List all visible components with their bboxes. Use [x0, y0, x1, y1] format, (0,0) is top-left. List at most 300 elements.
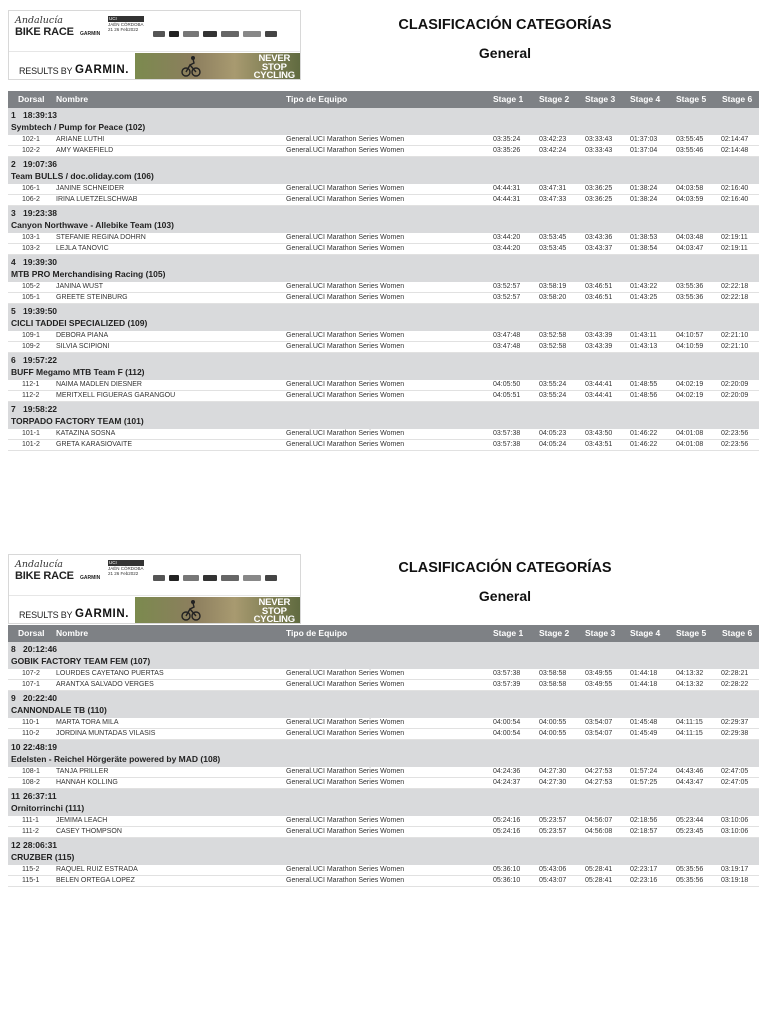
cyclist-photo [135, 597, 301, 624]
rider-name-cell: TANJA PRILLER [56, 768, 109, 775]
slogan-line: STOP [261, 61, 287, 73]
stage-3-time-cell: 04:27:53 [585, 779, 613, 786]
team-group-row [8, 353, 759, 380]
column-header-dorsal: Dorsal [18, 94, 45, 104]
rider-name-cell: ARANTXA SALVADO VERGES [56, 681, 154, 688]
results-table [8, 91, 759, 451]
sponsor-logos [153, 31, 277, 37]
stage-6-time-cell: 02:23:56 [721, 430, 749, 437]
team-group-row [8, 157, 759, 184]
stage-6-time-cell: 02:16:40 [721, 185, 749, 192]
stage-4-time-cell: 01:43:11 [630, 332, 657, 339]
stage-4-time-cell: 01:45:49 [630, 730, 658, 737]
stage-2-time-cell: 03:58:58 [539, 670, 567, 677]
stage-3-time-cell: 03:43:39 [585, 332, 613, 339]
column-header-stage-5: Stage 5 [676, 94, 707, 104]
stage-3-time-cell: 03:43:37 [585, 245, 613, 252]
stage-5-time-cell: 05:35:56 [676, 877, 704, 884]
team-total-time: 19:58:22 [23, 404, 58, 414]
never-stop-cycling-slogan [254, 599, 295, 624]
table-row [8, 282, 759, 293]
stage-5-time-cell: 04:03:48 [676, 234, 704, 241]
dorsal-cell: 105-1 [22, 294, 40, 301]
stage-4-time-cell: 01:48:55 [630, 381, 658, 388]
rider-name-cell: BELEN ORTEGA LOPEZ [56, 877, 135, 884]
dorsal-cell: 109-1 [22, 332, 40, 339]
team-type-cell: General.UCI Marathon Series Women [286, 430, 405, 437]
cyclist-icon [181, 599, 201, 621]
table-row [8, 195, 759, 206]
team-type-cell: General.UCI Marathon Series Women [286, 294, 405, 301]
dorsal-cell: 102-1 [22, 136, 40, 143]
sponsor-logo [153, 31, 165, 37]
team-type-cell: General.UCI Marathon Series Women [286, 185, 405, 192]
stage-2-time-cell: 03:53:45 [539, 234, 567, 241]
stage-1-time-cell: 04:05:51 [493, 392, 521, 399]
garmin-small-logo: GARMIN [80, 31, 101, 37]
dorsal-cell: 103-2 [22, 245, 40, 252]
andalucia-bike-race-logo [15, 15, 75, 45]
dorsal-cell: 111-2 [22, 828, 39, 835]
stage-1-time-cell: 04:24:36 [493, 768, 521, 775]
dorsal-cell: 101-1 [22, 430, 40, 437]
stage-1-time-cell: 03:44:20 [493, 234, 521, 241]
table-row [8, 778, 759, 789]
dorsal-cell: 110-1 [22, 719, 40, 726]
rider-name-cell: GRETA KARASIOVAITE [56, 441, 132, 448]
stage-2-time-cell: 03:58:19 [539, 283, 567, 290]
garmin-logo: GARMIN. [75, 64, 130, 76]
stage-1-time-cell: 04:05:50 [493, 381, 521, 388]
stage-4-time-cell: 01:57:25 [630, 779, 658, 786]
event-cities: JAÉN CÓRDOBA [108, 22, 144, 27]
stage-2-time-cell: 03:53:45 [539, 245, 567, 252]
team-group-row [8, 789, 759, 816]
stage-4-time-cell: 01:38:54 [630, 245, 658, 252]
logo-title-text: BIKE RACE [15, 570, 74, 582]
table-row [8, 429, 759, 440]
team-group-row [8, 304, 759, 331]
team-type-cell: General.UCI Marathon Series Women [286, 719, 405, 726]
team-group-row [8, 838, 759, 865]
stage-6-time-cell: 02:14:47 [721, 136, 749, 143]
team-type-cell: General.UCI Marathon Series Women [286, 147, 405, 154]
team-group-row [8, 255, 759, 282]
rider-name-cell: MARTA TORA MILA [56, 719, 119, 726]
team-group-row [8, 691, 759, 718]
rider-name-cell: JANINA WUST [56, 283, 104, 290]
sponsor-logo [169, 575, 179, 581]
team-type-cell: General.UCI Marathon Series Women [286, 779, 405, 786]
stage-5-time-cell: 05:23:45 [676, 828, 704, 835]
stage-3-time-cell: 03:43:36 [585, 234, 613, 241]
stage-3-time-cell: 03:43:39 [585, 343, 613, 350]
sponsor-logo [153, 575, 165, 581]
rider-name-cell: AMY WAKEFIELD [56, 147, 114, 154]
column-header-stage-5: Stage 5 [676, 628, 707, 638]
team-name: CANNONDALE TB (110) [11, 705, 107, 715]
garmin-small-logo: GARMIN [80, 575, 101, 581]
sponsor-logo [265, 31, 277, 37]
table-row [8, 331, 759, 342]
event-cities: JAÉN CÓRDOBA [108, 566, 144, 571]
stage-1-time-cell: 03:57:39 [493, 681, 521, 688]
stage-4-time-cell: 02:23:17 [630, 866, 658, 873]
logo-script-text: Andalucía [15, 15, 63, 26]
team-type-cell: General.UCI Marathon Series Women [286, 381, 405, 388]
column-header-dorsal: Dorsal [18, 628, 45, 638]
stage-5-time-cell: 05:23:44 [676, 817, 704, 824]
table-row [8, 184, 759, 195]
stage-5-time-cell: 04:13:32 [676, 681, 704, 688]
table-row [8, 669, 759, 680]
results-by-label: RESULTS BY [19, 66, 73, 76]
stage-2-time-cell: 04:27:30 [539, 768, 567, 775]
team-type-cell: General.UCI Marathon Series Women [286, 670, 405, 677]
document-title: CLASIFICACIÓN CATEGORÍAS [398, 560, 612, 576]
team-name: Ornitorrinchi (111) [11, 803, 85, 813]
stage-3-time-cell: 03:33:43 [585, 136, 613, 143]
team-position: 10 [11, 742, 21, 752]
column-header-stage-6: Stage 6 [722, 94, 753, 104]
stage-4-time-cell: 01:46:22 [630, 430, 658, 437]
dorsal-cell: 102-2 [22, 147, 40, 154]
stage-6-time-cell: 02:20:09 [721, 381, 749, 388]
uci-label: UCI [108, 16, 144, 22]
stage-6-time-cell: 02:23:56 [721, 441, 749, 448]
stage-1-time-cell: 03:47:48 [493, 332, 521, 339]
stage-4-time-cell: 01:43:25 [630, 294, 658, 301]
sponsor-logo [221, 575, 239, 581]
table-body [8, 108, 759, 451]
stage-3-time-cell: 03:49:55 [585, 681, 613, 688]
dorsal-cell: 110-2 [22, 730, 40, 737]
stage-1-time-cell: 03:47:48 [493, 343, 521, 350]
event-dates: 21 26 Feb2022 [108, 27, 139, 32]
team-group-row [8, 740, 759, 767]
table-row [8, 293, 759, 304]
dorsal-cell: 107-2 [22, 670, 40, 677]
stage-3-time-cell: 05:28:41 [585, 877, 613, 884]
stage-1-time-cell: 03:35:24 [493, 136, 521, 143]
banner-divider [9, 595, 301, 596]
uci-label: UCI [108, 560, 144, 566]
team-position: 9 [11, 693, 16, 703]
team-group-row [8, 642, 759, 669]
team-total-time: 19:57:22 [23, 355, 58, 365]
stage-2-time-cell: 03:52:58 [539, 332, 567, 339]
team-type-cell: General.UCI Marathon Series Women [286, 392, 405, 399]
team-group-row [8, 108, 759, 135]
stage-2-time-cell: 05:23:57 [539, 828, 567, 835]
team-position: 7 [11, 404, 16, 414]
team-name: CRUZBER (115) [11, 852, 75, 862]
sponsor-logo [265, 575, 277, 581]
stage-1-time-cell: 03:44:20 [493, 245, 521, 252]
dorsal-cell: 108-2 [22, 779, 40, 786]
logo-script-text: Andalucía [15, 559, 63, 570]
stage-1-time-cell: 05:24:16 [493, 828, 521, 835]
stage-3-time-cell: 03:44:41 [585, 392, 613, 399]
slogan-line: NEVER [258, 53, 291, 64]
stage-2-time-cell: 04:05:23 [539, 430, 567, 437]
stage-1-time-cell: 04:00:54 [493, 730, 521, 737]
stage-2-time-cell: 03:55:24 [539, 392, 567, 399]
stage-4-time-cell: 01:38:24 [630, 196, 658, 203]
stage-5-time-cell: 03:55:36 [676, 294, 704, 301]
rider-name-cell: HANNAH KOLLING [56, 779, 118, 786]
rider-name-cell: LEJLA TANOVIC [56, 245, 109, 252]
table-row [8, 767, 759, 778]
rider-name-cell: SILVIA SCIPIONI [56, 343, 110, 350]
table-row [8, 816, 759, 827]
stage-6-time-cell: 02:28:22 [721, 681, 749, 688]
team-type-cell: General.UCI Marathon Series Women [286, 681, 405, 688]
stage-6-time-cell: 03:19:17 [721, 866, 749, 873]
sponsor-logo [203, 575, 217, 581]
dorsal-cell: 106-2 [22, 196, 40, 203]
stage-3-time-cell: 04:27:53 [585, 768, 613, 775]
stage-5-time-cell: 04:10:57 [676, 332, 704, 339]
table-row [8, 391, 759, 402]
table-row [8, 876, 759, 887]
stage-4-time-cell: 01:38:53 [630, 234, 658, 241]
stage-4-time-cell: 01:44:18 [630, 670, 658, 677]
stage-2-time-cell: 03:42:23 [539, 136, 567, 143]
table-header [8, 91, 759, 108]
stage-4-time-cell: 01:43:13 [630, 343, 658, 350]
stage-1-time-cell: 03:57:38 [493, 670, 521, 677]
stage-5-time-cell: 04:02:19 [676, 381, 704, 388]
stage-6-time-cell: 03:10:06 [721, 828, 749, 835]
team-type-cell: General.UCI Marathon Series Women [286, 136, 405, 143]
dorsal-cell: 109-2 [22, 343, 40, 350]
banner-divider [9, 51, 301, 52]
column-header-stage-2: Stage 2 [539, 628, 570, 638]
stage-3-time-cell: 03:46:51 [585, 283, 613, 290]
stage-3-time-cell: 04:56:08 [585, 828, 613, 835]
rider-name-cell: IRINA LUETZELSCHWAB [56, 196, 138, 203]
stage-3-time-cell: 03:36:25 [585, 196, 613, 203]
dorsal-cell: 115-2 [22, 866, 40, 873]
dorsal-cell: 111-1 [22, 817, 39, 824]
stage-1-time-cell: 03:57:38 [493, 441, 521, 448]
rider-name-cell: DEBORA PIANA [56, 332, 109, 339]
stage-5-time-cell: 04:11:15 [676, 719, 703, 726]
dorsal-cell: 112-2 [22, 392, 40, 399]
stage-5-time-cell: 04:43:47 [676, 779, 704, 786]
team-position: 6 [11, 355, 16, 365]
stage-6-time-cell: 02:21:10 [721, 343, 749, 350]
team-total-time: 19:23:38 [23, 208, 58, 218]
team-type-cell: General.UCI Marathon Series Women [286, 877, 405, 884]
stage-6-time-cell: 02:22:18 [721, 294, 749, 301]
team-position: 2 [11, 159, 16, 169]
stage-4-time-cell: 01:48:56 [630, 392, 658, 399]
stage-3-time-cell: 03:33:43 [585, 147, 613, 154]
stage-5-time-cell: 04:43:46 [676, 768, 704, 775]
team-name: BUFF Megamo MTB Team F (112) [11, 367, 145, 377]
stage-5-time-cell: 03:55:45 [676, 136, 704, 143]
stage-2-time-cell: 03:47:31 [539, 185, 567, 192]
table-row [8, 244, 759, 255]
event-dates: 21 26 Feb2022 [108, 571, 139, 576]
rider-name-cell: JEMIMA LEACH [56, 817, 108, 824]
table-body [8, 642, 759, 887]
team-type-cell: General.UCI Marathon Series Women [286, 768, 405, 775]
stage-6-time-cell: 02:29:38 [721, 730, 749, 737]
dorsal-cell: 101-2 [22, 441, 40, 448]
stage-2-time-cell: 03:42:24 [539, 147, 567, 154]
stage-6-time-cell: 02:16:40 [721, 196, 749, 203]
stage-6-time-cell: 02:21:10 [721, 332, 749, 339]
team-total-time: 18:39:13 [23, 110, 58, 120]
event-info [108, 560, 144, 576]
stage-5-time-cell: 04:03:58 [676, 185, 704, 192]
table-row [8, 729, 759, 740]
team-type-cell: General.UCI Marathon Series Women [286, 245, 405, 252]
logo-title-text: BIKE RACE [15, 26, 74, 38]
stage-3-time-cell: 03:46:51 [585, 294, 613, 301]
team-name: CICLI TADDEI SPECIALIZED (109) [11, 318, 148, 328]
dorsal-cell: 107-1 [22, 681, 40, 688]
stage-5-time-cell: 04:10:59 [676, 343, 704, 350]
team-type-cell: General.UCI Marathon Series Women [286, 828, 405, 835]
stage-1-time-cell: 03:57:38 [493, 430, 521, 437]
stage-3-time-cell: 03:49:55 [585, 670, 613, 677]
column-header-stage-1: Stage 1 [493, 94, 524, 104]
table-row [8, 135, 759, 146]
rider-name-cell: NAIMA MADLEN DIESNER [56, 381, 142, 388]
team-total-time: 20:12:46 [23, 644, 58, 654]
team-type-cell: General.UCI Marathon Series Women [286, 343, 405, 350]
stage-3-time-cell: 03:54:07 [585, 730, 613, 737]
stage-5-time-cell: 04:01:08 [676, 441, 704, 448]
rider-name-cell: MERITXELL FIGUERAS GARANGOU [56, 392, 176, 399]
table-row [8, 827, 759, 838]
stage-2-time-cell: 05:43:07 [539, 877, 567, 884]
stage-4-time-cell: 01:46:22 [630, 441, 658, 448]
column-header-stage-4: Stage 4 [630, 628, 661, 638]
team-total-time: 19:39:50 [23, 306, 58, 316]
team-type-cell: General.UCI Marathon Series Women [286, 730, 405, 737]
slogan-line: NEVER [258, 597, 291, 608]
stage-6-time-cell: 02:28:21 [721, 670, 749, 677]
table-row [8, 342, 759, 353]
team-name: MTB PRO Merchandising Racing (105) [11, 269, 166, 279]
results-by-label: RESULTS BY [19, 610, 73, 620]
team-position: 3 [11, 208, 16, 218]
table-row [8, 718, 759, 729]
stage-4-time-cell: 01:44:18 [630, 681, 658, 688]
team-name: Edelsten - Reichel Hörgeräte powered by MAD (108) [11, 754, 221, 764]
stage-6-time-cell: 02:29:37 [721, 719, 749, 726]
stage-6-time-cell: 03:19:18 [721, 877, 749, 884]
stage-3-time-cell: 03:36:25 [585, 185, 613, 192]
team-total-time: 20:22:40 [23, 693, 58, 703]
stage-5-time-cell: 04:02:19 [676, 392, 704, 399]
slogan-line: CYCLING [253, 70, 295, 80]
team-position: 11 [11, 791, 20, 801]
stage-4-time-cell: 01:43:22 [630, 283, 658, 290]
sponsor-logo [221, 31, 239, 37]
team-position: 8 [11, 644, 16, 654]
team-name: TORPADO FACTORY TEAM (101) [11, 416, 144, 426]
stage-1-time-cell: 03:52:57 [493, 294, 521, 301]
dorsal-cell: 103-1 [22, 234, 40, 241]
stage-3-time-cell: 03:43:50 [585, 430, 613, 437]
sponsor-banner [8, 554, 301, 624]
team-total-time: 19:07:36 [23, 159, 58, 169]
team-position: 5 [11, 306, 16, 316]
stage-6-time-cell: 02:22:18 [721, 283, 749, 290]
stage-1-time-cell: 04:44:31 [493, 185, 521, 192]
garmin-logo: GARMIN. [75, 608, 130, 620]
dorsal-cell: 115-1 [22, 877, 40, 884]
stage-3-time-cell: 05:28:41 [585, 866, 613, 873]
stage-5-time-cell: 04:01:08 [676, 430, 704, 437]
column-header-team-type: Tipo de Equipo [286, 94, 348, 104]
stage-2-time-cell: 05:23:57 [539, 817, 567, 824]
team-type-cell: General.UCI Marathon Series Women [286, 441, 405, 448]
team-total-time: 26:37:11 [23, 791, 57, 801]
document-title: CLASIFICACIÓN CATEGORÍAS [398, 17, 612, 33]
stage-4-time-cell: 02:23:16 [630, 877, 658, 884]
stage-5-time-cell: 04:13:32 [676, 670, 704, 677]
sponsor-logo [243, 575, 261, 581]
stage-6-time-cell: 02:14:48 [721, 147, 749, 154]
rider-name-cell: ARIANE LUTHI [56, 136, 105, 143]
team-total-time: 28:06:31 [23, 840, 58, 850]
stage-1-time-cell: 04:24:37 [493, 779, 521, 786]
results-table [8, 625, 759, 887]
stage-2-time-cell: 03:55:24 [539, 381, 567, 388]
column-header-team-type: Tipo de Equipo [286, 628, 348, 638]
sponsor-logo [169, 31, 179, 37]
sponsor-logo [203, 31, 217, 37]
team-group-row [8, 206, 759, 233]
stage-1-time-cell: 03:35:26 [493, 147, 521, 154]
stage-6-time-cell: 02:19:11 [721, 245, 748, 252]
stage-5-time-cell: 03:55:36 [676, 283, 704, 290]
slogan-line: STOP [261, 605, 287, 617]
stage-4-time-cell: 01:37:03 [630, 136, 658, 143]
stage-1-time-cell: 03:52:57 [493, 283, 521, 290]
column-header-stage-3: Stage 3 [585, 628, 616, 638]
sponsor-logo [243, 31, 261, 37]
stage-3-time-cell: 04:56:07 [585, 817, 613, 824]
event-info [108, 16, 144, 32]
stage-2-time-cell: 04:00:55 [539, 730, 567, 737]
stage-6-time-cell: 02:47:05 [721, 768, 749, 775]
stage-5-time-cell: 05:35:56 [676, 866, 704, 873]
team-position: 12 [11, 840, 21, 850]
team-name: GOBIK FACTORY TEAM FEM (107) [11, 656, 151, 666]
rider-name-cell: JORDINA MUNTADAS VILASIS [56, 730, 156, 737]
stage-1-time-cell: 04:44:31 [493, 196, 521, 203]
stage-2-time-cell: 04:00:55 [539, 719, 567, 726]
stage-4-time-cell: 01:57:24 [630, 768, 658, 775]
team-type-cell: General.UCI Marathon Series Women [286, 866, 405, 873]
sponsor-logo [183, 575, 199, 581]
stage-2-time-cell: 04:27:30 [539, 779, 567, 786]
team-name: Canyon Northwave - Allebike Team (103) [11, 220, 174, 230]
rider-name-cell: STEFANIE REGINA DOHRN [56, 234, 146, 241]
stage-4-time-cell: 01:38:24 [630, 185, 658, 192]
table-row [8, 865, 759, 876]
stage-1-time-cell: 05:24:16 [493, 817, 521, 824]
sponsor-logos [153, 575, 277, 581]
